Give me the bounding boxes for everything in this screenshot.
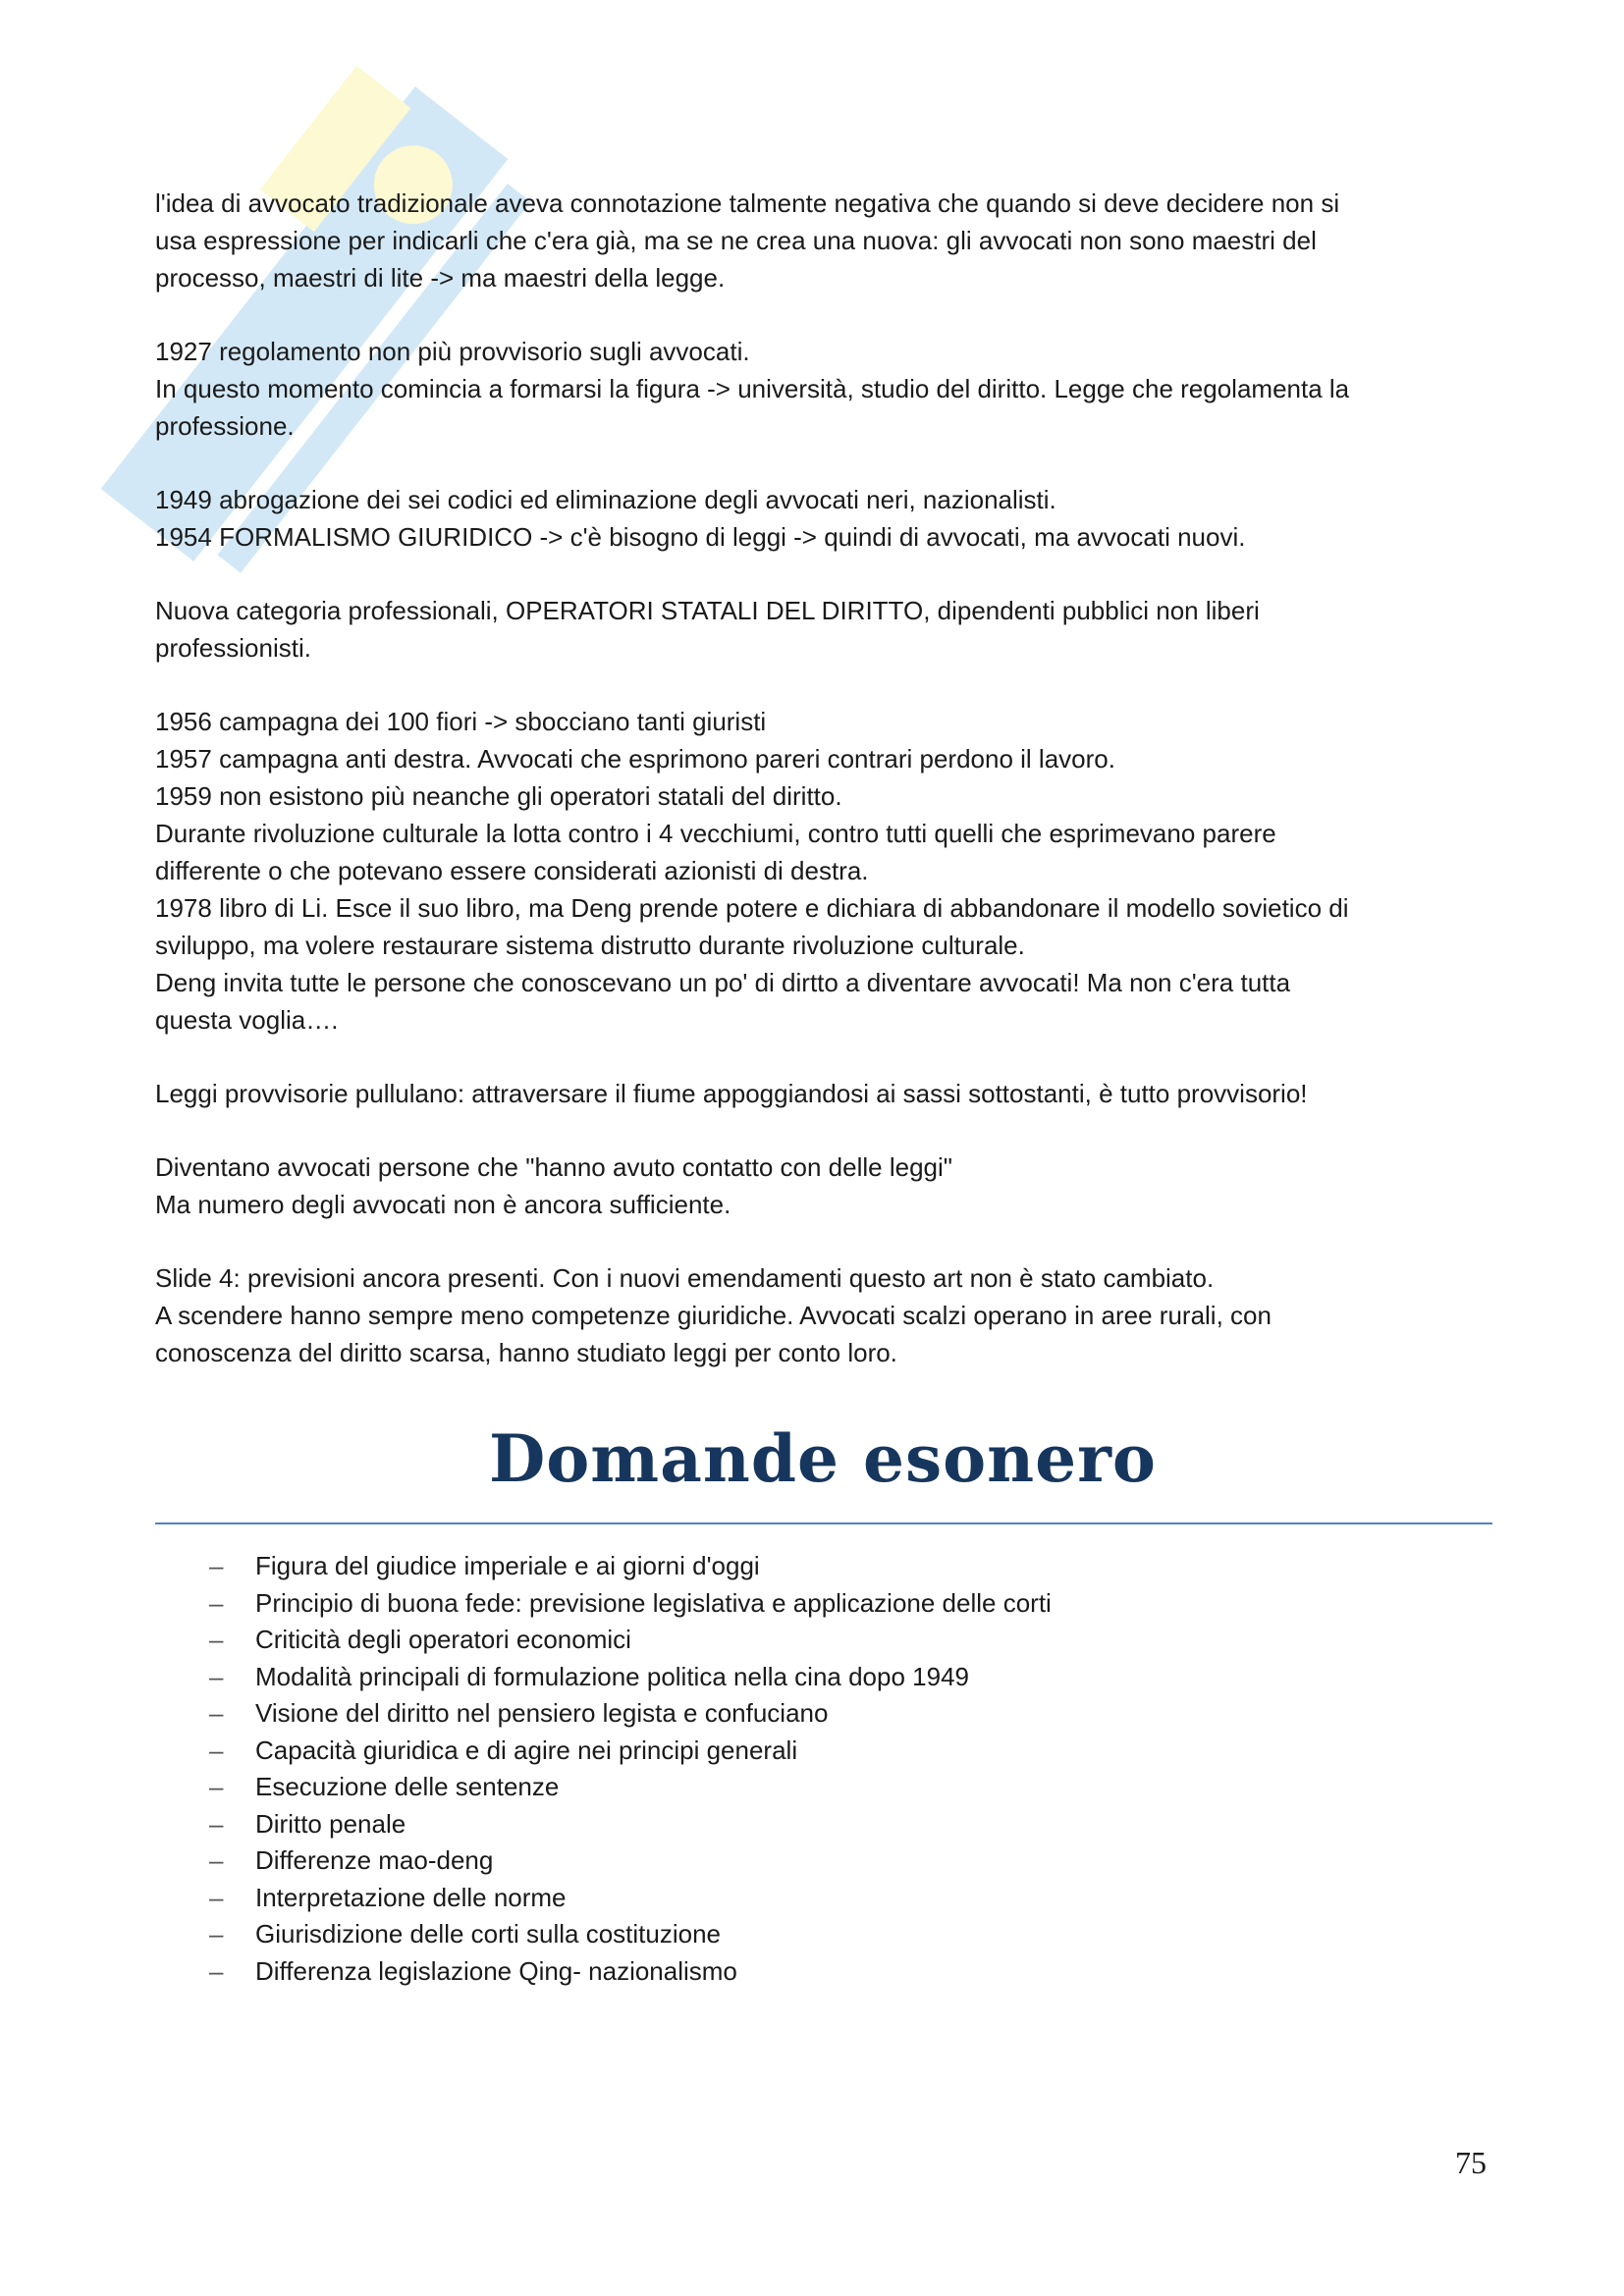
list-item-text: Criticità degli operatori economici [255,1625,631,1654]
text-line: 1954 FORMALISMO GIURIDICO -> c'è bisogno di leggi -> quindi di avvocati, ma avvocati nuovi. [155,522,1246,552]
text-line: l'idea di avvocato tradizionale aveva connotazione talmente negativa che quando si deve decidere non si [155,188,1340,218]
text-line: 1956 campagna dei 100 fiori -> sbocciano tanti giuristi [155,707,767,736]
dash-bullet-icon: – [209,1587,224,1618]
list-item [209,1916,1490,1953]
list-item [209,1548,1490,1585]
text-line: In questo momento comincia a formarsi la figura -> università, studio del diritto. Legge che regolamenta la [155,374,1350,403]
list-item-text: Principio di buona fede: previsione legislativa e applicazione delle corti [255,1587,1052,1618]
text-line: Nuova categoria professionali, OPERATORI STATALI DEL DIRITTO, dipendenti pubblici non liberi [155,596,1260,625]
text-line: sviluppo, ma volere restaurare sistema distrutto durante rivoluzione culturale. [155,931,1025,960]
list-item-text: Giurisdizione delle corti sulla costituzione [255,1919,722,1949]
paragraph [155,592,1490,667]
text-line: Leggi provvisorie pullulano: attraversare il fiume appoggiandosi ai sassi sottostanti, è tutto provvisorio! [155,1079,1308,1108]
section-heading: Domande esonero [489,1420,1157,1497]
text-line: professione. [155,411,295,441]
list-item [209,1806,1490,1843]
text-line: processo, maestri di lite -> ma maestri della legge. [155,263,726,293]
list-item [209,1622,1490,1659]
list-item [209,1880,1490,1917]
exam-questions-list [155,1548,1490,1990]
text-line: 1959 non esistono più neanche gli operatori statali del diritto. [155,781,842,811]
list-item-text: Visione del diritto nel pensiero legista e confuciano [255,1698,829,1728]
text-line: A scendere hanno sempre meno competenze giuridiche. Avvocati scalzi operano in aree rurali, con [155,1301,1272,1330]
text-line: 1978 libro di Li. Esce il suo libro, ma Deng prende potere e dichiara di abbandonare il modello sovietico di [155,893,1349,923]
list-item [209,1695,1490,1733]
dash-bullet-icon: – [209,1845,224,1875]
text-line: conoscenza del diritto scarsa, hanno studiato leggi per conto loro. [155,1338,897,1367]
paragraph [155,333,1490,445]
text-line: Deng invita tutte le persone che conoscevano un po' di dirtto a diventare avvocati! Ma non c'era tutta [155,968,1291,997]
list-item-text: Differenze mao-deng [255,1845,494,1875]
text-line: questa voglia…. [155,1005,339,1035]
list-item [209,1842,1490,1880]
list-item [209,1769,1490,1806]
list-item [209,1733,1490,1770]
list-item [209,1953,1490,1991]
page-content [155,185,1490,1990]
page-number: 75 [1455,2145,1487,2180]
dash-bullet-icon: – [209,1772,224,1801]
text-line: Durante rivoluzione culturale la lotta contro i 4 vecchiumi, contro tutti quelli che esprimevano parere [155,819,1276,848]
dash-bullet-icon: – [209,1735,224,1765]
list-item-text: Capacità giuridica e di agire nei principi generali [255,1735,798,1765]
dash-bullet-icon: – [209,1919,224,1949]
text-line: 1927 regolamento non più provvisorio sugli avvocati. [155,337,750,366]
paragraph [155,1148,1490,1223]
text-line: 1949 abrogazione dei sei codici ed eliminazione degli avvocati neri, nazionalisti. [155,485,1056,514]
paragraph [155,185,1490,296]
text-line: differente o che potevano essere considerati azionisti di destra. [155,856,869,885]
dash-bullet-icon: – [209,1808,224,1839]
list-item-text: Figura del giudice imperiale e ai giorni d'oggi [255,1551,760,1580]
list-item-text: Diritto penale [255,1808,406,1839]
paragraph [155,703,1490,1039]
dash-bullet-icon: – [209,1698,224,1728]
list-item-text: Differenza legislazione Qing- nazionalismo [255,1955,737,1986]
list-item-text: Esecuzione delle sentenze [255,1772,560,1801]
list-item [209,1659,1490,1696]
text-line: Slide 4: previsioni ancora presenti. Con i nuovi emendamenti questo art non è stato cambiato. [155,1263,1215,1293]
heading-divider [155,1522,1492,1524]
text-line: Ma numero degli avvocati non è ancora sufficiente. [155,1190,731,1219]
dash-bullet-icon: – [209,1625,224,1654]
paragraph [155,481,1490,556]
list-item-text: Interpretazione delle norme [255,1882,567,1912]
list-item-text: Modalità principali di formulazione politica nella cina dopo 1949 [255,1661,969,1691]
dash-bullet-icon: – [209,1955,224,1986]
dash-bullet-icon: – [209,1661,224,1691]
paragraph [155,1259,1490,1371]
text-line: professionisti. [155,633,311,663]
list-item [209,1585,1490,1623]
text-line: 1957 campagna anti destra. Avvocati che esprimono pareri contrari perdono il lavoro. [155,744,1115,774]
text-line: Diventano avvocati persone che "hanno avuto contatto con delle leggi" [155,1152,953,1182]
text-line: usa espressione per indicarli che c'era già, ma se ne crea una nuova: gli avvocati non sono maestri del [155,226,1317,255]
dash-bullet-icon: – [209,1882,224,1912]
dash-bullet-icon: – [209,1551,224,1580]
paragraph [155,1075,1490,1112]
